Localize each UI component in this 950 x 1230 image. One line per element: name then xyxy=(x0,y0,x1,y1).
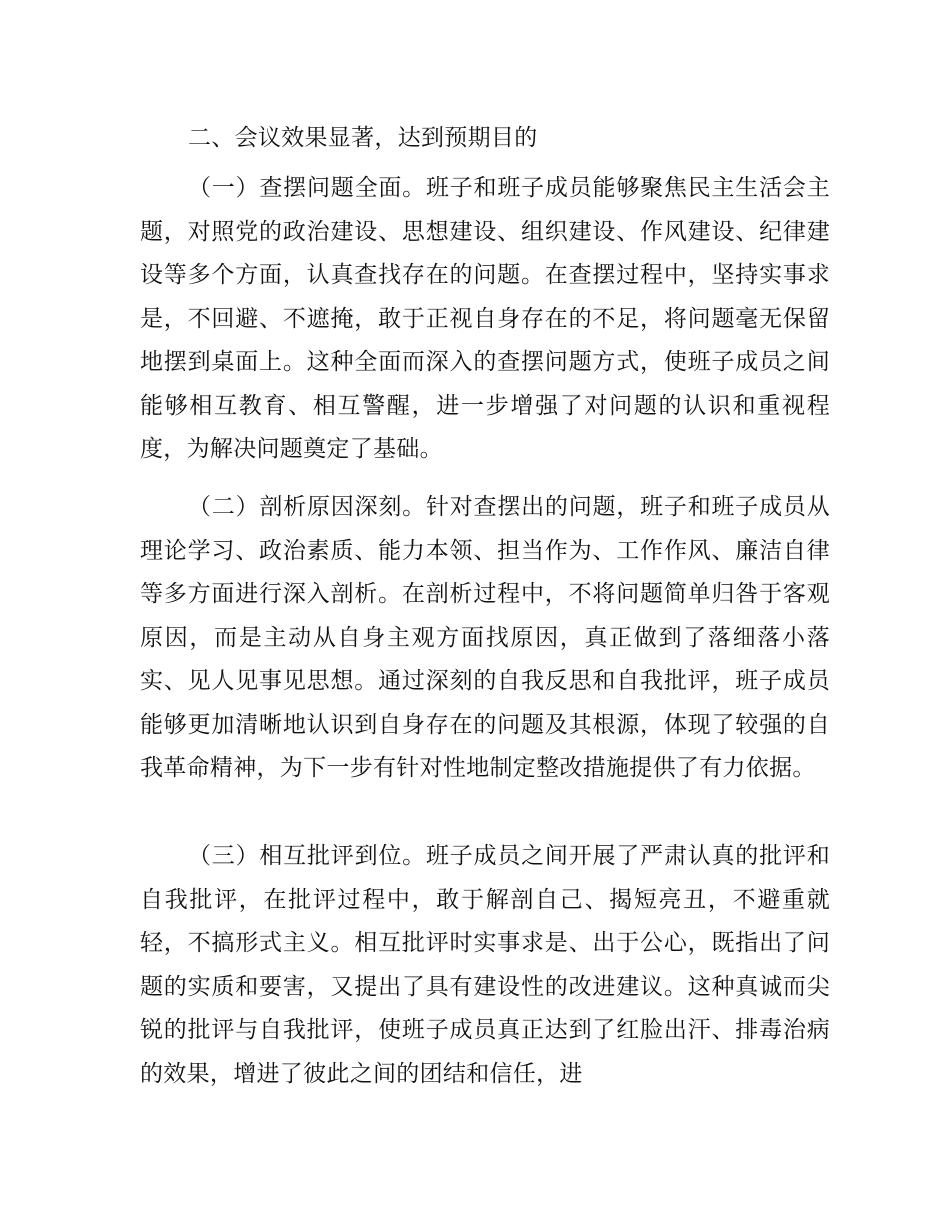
paragraph-mutual-criticism: （三）相互批评到位。班子成员之间开展了严肃认真的批评和自我批评，在批评过程中，敢于解剖自己、揭短亮丑，不避重就轻，不搞形式主义。相互批评时实事求是、出于公心，既指出了问题的实质和要害，又提出了具有建设性的改进建议。这种真诚而尖锐的批评与自我批评，使班子成员真正达到了红脸出汗、排毒治病的效果，增进了彼此之间的团结和信任，进 xyxy=(140,843,830,1087)
section-heading: 二、会议效果显著，达到预期目的 xyxy=(188,125,538,151)
paragraph-cause-analysis: （二）剖析原因深刻。针对查摆出的问题，班子和班子成员从理论学习、政治素质、能力本领、担当作为、工作作风、廉洁自律等多方面进行深入剖析。在剖析过程中，不将问题简单归咎于客观原因，而是主动从自身主观方面找原因，真正做到了落细落小落实、见人见事见思想。通过深刻的自我反思和自我批评，班子成员能够更加清晰地认识到自身存在的问题及其根源，体现了较强的自我革命精神，为下一步有针对性地制定整改措施提供了有力依据。 xyxy=(140,494,830,781)
paragraph-problem-review: （一）查摆问题全面。班子和班子成员能够聚焦民主生活会主题，对照党的政治建设、思想建设、组织建设、作风建设、纪律建设等多个方面，认真查找存在的问题。在查摆过程中，坚持实事求是，不回避、不遮掩，敢于正视自身存在的不足，将问题毫无保留地摆到桌面上。这种全面而深入的查摆问题方式，使班子成员之间能够相互教育、相互警醒，进一步增强了对问题的认识和重视程度，为解决问题奠定了基础。 xyxy=(140,175,830,462)
